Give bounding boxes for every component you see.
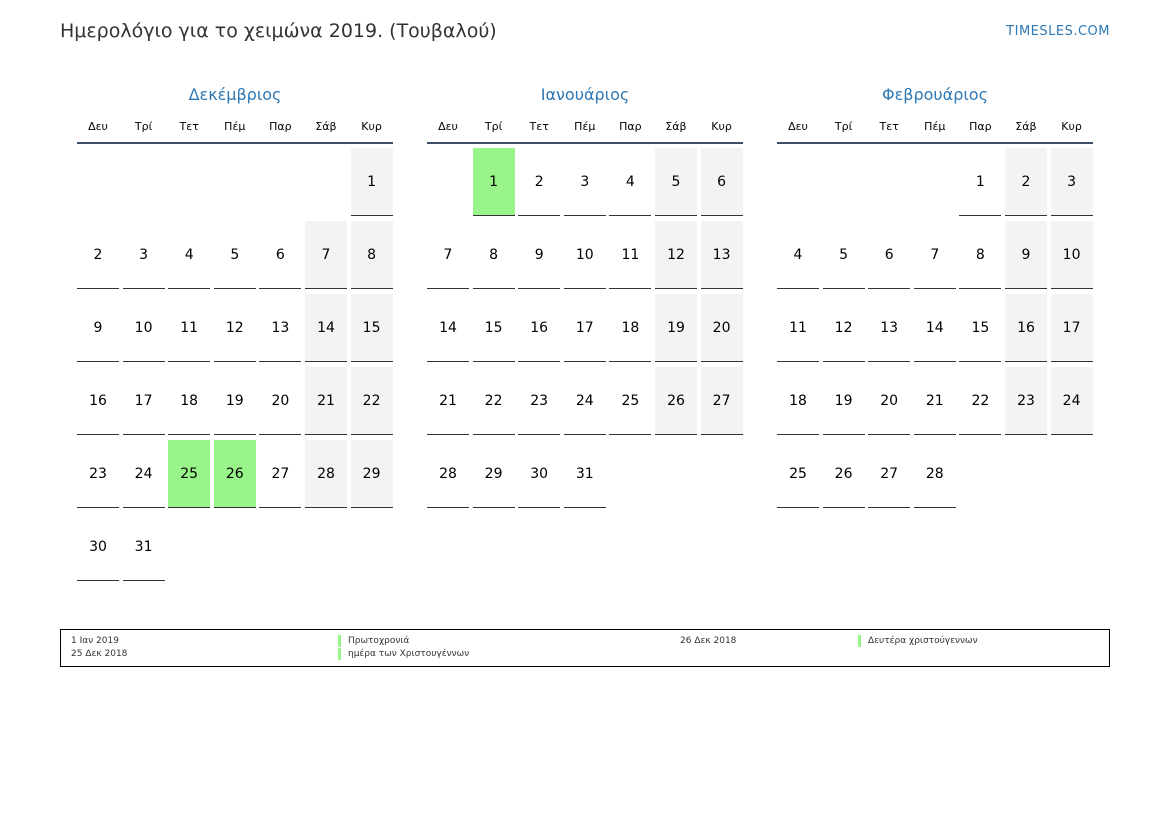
day-cell: 14 xyxy=(914,294,956,362)
day-cell: 12 xyxy=(214,294,256,362)
day-cell: 21 xyxy=(305,367,347,435)
day-cell: 13 xyxy=(701,221,743,289)
day-cell: 15 xyxy=(473,294,515,362)
legend-date: 1 Ιαν 2019 xyxy=(71,636,119,646)
day-cell: 27 xyxy=(259,440,301,508)
day-cell: 31 xyxy=(564,440,606,508)
day-cell: 14 xyxy=(427,294,469,362)
site-link[interactable]: TIMESLES.COM xyxy=(1006,24,1110,39)
weekday-label: Πέμ xyxy=(574,120,596,133)
day-cell: 17 xyxy=(564,294,606,362)
weekday-label: Σάβ xyxy=(665,120,687,133)
holiday-legend xyxy=(60,629,1110,667)
day-cell: 24 xyxy=(564,367,606,435)
day-cell: 2 xyxy=(518,148,560,216)
day-grid xyxy=(427,144,743,604)
day-cell: 19 xyxy=(214,367,256,435)
day-cell: 29 xyxy=(473,440,515,508)
day-cell: 5 xyxy=(823,221,865,289)
day-cell: 13 xyxy=(259,294,301,362)
weekday-label: Κυρ xyxy=(361,120,382,133)
day-cell: 20 xyxy=(259,367,301,435)
weekday-header xyxy=(77,110,393,144)
day-cell: 9 xyxy=(1005,221,1047,289)
day-cell: 19 xyxy=(655,294,697,362)
day-cell: 10 xyxy=(564,221,606,289)
day-cell: 6 xyxy=(259,221,301,289)
day-cell: 22 xyxy=(473,367,515,435)
day-cell: 11 xyxy=(609,221,651,289)
day-cell: 16 xyxy=(1005,294,1047,362)
day-cell: 7 xyxy=(305,221,347,289)
day-grid xyxy=(77,144,393,604)
weekday-label: Κυρ xyxy=(711,120,732,133)
holiday-day-cell: 26 xyxy=(214,440,256,508)
month-block xyxy=(777,80,1093,604)
day-cell: 10 xyxy=(123,294,165,362)
weekday-header xyxy=(427,110,743,144)
day-cell: 18 xyxy=(777,367,819,435)
weekday-label: Τρί xyxy=(834,120,853,133)
day-cell: 19 xyxy=(823,367,865,435)
day-cell: 17 xyxy=(123,367,165,435)
weekday-label: Παρ xyxy=(969,120,992,133)
legend-holiday-name: Δευτέρα χριστούγεννων xyxy=(858,635,978,647)
day-cell: 4 xyxy=(609,148,651,216)
weekday-label: Τετ xyxy=(179,120,199,133)
day-cell: 22 xyxy=(959,367,1001,435)
month-block xyxy=(427,80,743,604)
day-cell: 31 xyxy=(123,513,165,581)
day-cell: 20 xyxy=(701,294,743,362)
day-cell: 29 xyxy=(351,440,393,508)
day-cell: 17 xyxy=(1051,294,1093,362)
day-cell: 30 xyxy=(77,513,119,581)
day-cell: 1 xyxy=(959,148,1001,216)
day-cell: 30 xyxy=(518,440,560,508)
day-cell: 2 xyxy=(1005,148,1047,216)
day-cell: 16 xyxy=(77,367,119,435)
weekday-label: Τετ xyxy=(879,120,899,133)
day-cell: 11 xyxy=(777,294,819,362)
day-cell: 20 xyxy=(868,367,910,435)
month-title: Φεβρουάριος xyxy=(882,85,988,104)
day-cell: 18 xyxy=(609,294,651,362)
day-cell: 5 xyxy=(214,221,256,289)
holiday-day-cell: 1 xyxy=(473,148,515,216)
weekday-label: Παρ xyxy=(619,120,642,133)
day-cell: 8 xyxy=(959,221,1001,289)
day-grid xyxy=(777,144,1093,604)
day-cell: 3 xyxy=(564,148,606,216)
day-cell: 9 xyxy=(518,221,560,289)
day-cell: 22 xyxy=(351,367,393,435)
holiday-day-cell: 25 xyxy=(168,440,210,508)
day-cell: 15 xyxy=(351,294,393,362)
day-cell: 11 xyxy=(168,294,210,362)
day-cell: 9 xyxy=(77,294,119,362)
legend-holiday-name: Πρωτοχρονιά xyxy=(338,635,409,647)
legend-date: 26 Δεκ 2018 xyxy=(680,636,737,646)
month-title: Ιανουάριος xyxy=(540,85,630,104)
day-cell: 6 xyxy=(701,148,743,216)
weekday-label: Δευ xyxy=(438,120,458,133)
day-cell: 28 xyxy=(427,440,469,508)
day-cell: 26 xyxy=(823,440,865,508)
day-cell: 27 xyxy=(868,440,910,508)
day-cell: 26 xyxy=(655,367,697,435)
day-cell: 21 xyxy=(914,367,956,435)
day-cell: 18 xyxy=(168,367,210,435)
day-cell: 23 xyxy=(77,440,119,508)
weekday-label: Τρί xyxy=(484,120,503,133)
day-cell: 28 xyxy=(914,440,956,508)
day-cell: 24 xyxy=(1051,367,1093,435)
day-cell: 25 xyxy=(777,440,819,508)
day-cell: 23 xyxy=(518,367,560,435)
day-cell: 12 xyxy=(823,294,865,362)
day-cell: 10 xyxy=(1051,221,1093,289)
day-cell: 5 xyxy=(655,148,697,216)
weekday-label: Τρί xyxy=(134,120,153,133)
month-title: Δεκέμβριος xyxy=(188,85,282,104)
day-cell: 12 xyxy=(655,221,697,289)
day-cell: 27 xyxy=(701,367,743,435)
day-cell: 4 xyxy=(777,221,819,289)
weekday-label: Δευ xyxy=(788,120,808,133)
weekday-label: Παρ xyxy=(269,120,292,133)
day-cell: 8 xyxy=(473,221,515,289)
legend-date: 25 Δεκ 2018 xyxy=(71,649,128,659)
day-cell: 25 xyxy=(609,367,651,435)
weekday-label: Τετ xyxy=(529,120,549,133)
day-cell: 16 xyxy=(518,294,560,362)
weekday-label: Σάβ xyxy=(1015,120,1037,133)
page-title: Ημερολόγιο για το χειμώνα 2019. (Τουβαλού) xyxy=(60,20,497,42)
day-cell: 23 xyxy=(1005,367,1047,435)
day-cell: 3 xyxy=(1051,148,1093,216)
weekday-header xyxy=(777,110,1093,144)
weekday-label: Πέμ xyxy=(924,120,946,133)
day-cell: 28 xyxy=(305,440,347,508)
weekday-label: Κυρ xyxy=(1061,120,1082,133)
day-cell: 7 xyxy=(914,221,956,289)
day-cell: 14 xyxy=(305,294,347,362)
weekday-label: Πέμ xyxy=(224,120,246,133)
weekday-label: Σάβ xyxy=(315,120,337,133)
day-cell: 4 xyxy=(168,221,210,289)
day-cell: 3 xyxy=(123,221,165,289)
day-cell: 6 xyxy=(868,221,910,289)
day-cell: 8 xyxy=(351,221,393,289)
day-cell: 1 xyxy=(351,148,393,216)
day-cell: 7 xyxy=(427,221,469,289)
day-cell: 21 xyxy=(427,367,469,435)
weekday-label: Δευ xyxy=(88,120,108,133)
month-block xyxy=(77,80,393,604)
day-cell: 13 xyxy=(868,294,910,362)
day-cell: 24 xyxy=(123,440,165,508)
day-cell: 15 xyxy=(959,294,1001,362)
day-cell: 2 xyxy=(77,221,119,289)
legend-holiday-name: ημέρα των Χριστουγέννων xyxy=(338,648,469,660)
